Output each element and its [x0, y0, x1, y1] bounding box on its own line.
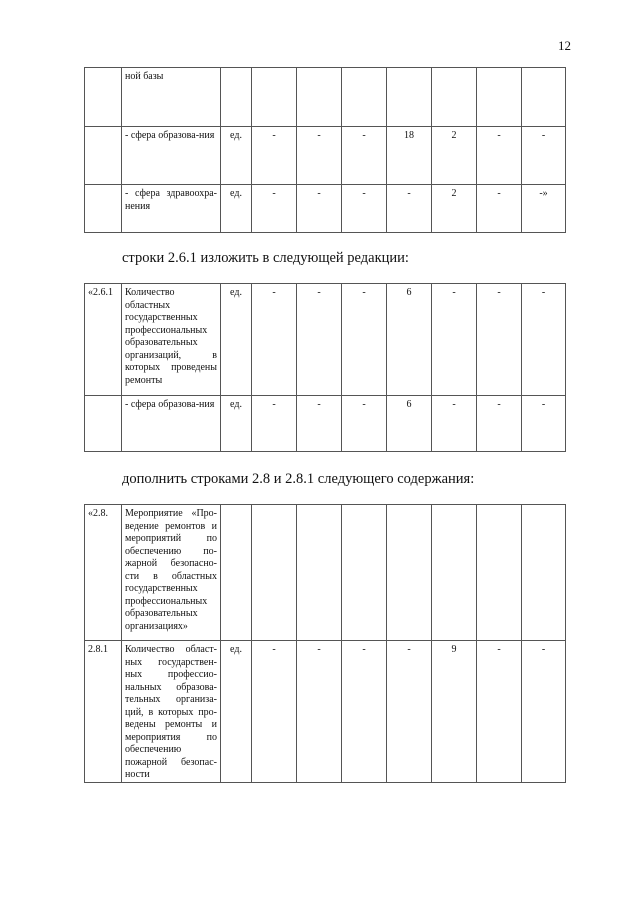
table-rows-2-8 — [84, 504, 566, 783]
indicator-name-cell: Мероприятие «Про-ведение ремонтов и мероприятий по обеспечению по-жарной безопасно-сти в областных государственных профессиональных образовательных организациях» — [122, 505, 221, 641]
value-cell — [252, 68, 297, 127]
value-cell: - — [522, 127, 566, 185]
row-number-cell — [85, 127, 122, 185]
indicator-name-cell: - сфера образова-ния — [122, 396, 221, 452]
value-cell: - — [342, 396, 387, 452]
value-cell: - — [252, 396, 297, 452]
value-cell: 6 — [387, 396, 432, 452]
value-cell: - — [522, 641, 566, 783]
table-row — [85, 68, 566, 127]
table-row-2-6-1 — [84, 283, 566, 452]
unit-cell: ед. — [221, 185, 252, 233]
row-number-cell: «2.6.1 — [85, 284, 122, 396]
row-number-cell — [85, 396, 122, 452]
value-cell — [432, 68, 477, 127]
table-row — [85, 185, 566, 233]
unit-cell: ед. — [221, 396, 252, 452]
unit-cell — [221, 68, 252, 127]
value-cell — [477, 68, 522, 127]
value-cell: - — [522, 284, 566, 396]
unit-cell: ед. — [221, 641, 252, 783]
page-number: 12 — [558, 38, 571, 53]
value-cell: 2 — [432, 127, 477, 185]
table-body — [85, 284, 566, 452]
indicator-name-cell: Количество област-ных государствен-ных профессио-нальных образова-тельных организа-ций, в которых про-ведены ремонты и мероприятия по обеспечению пожарной безопас-ности — [122, 641, 221, 783]
value-cell: - — [522, 396, 566, 452]
value-cell: - — [297, 396, 342, 452]
value-cell: - — [477, 185, 522, 233]
value-cell: - — [432, 396, 477, 452]
value-cell: - — [252, 641, 297, 783]
value-cell: 2 — [432, 185, 477, 233]
value-cell: - — [477, 396, 522, 452]
value-cell: - — [252, 127, 297, 185]
table-continuation — [84, 67, 566, 233]
value-cell: - — [477, 284, 522, 396]
table-row — [85, 284, 566, 396]
value-cell: -» — [522, 185, 566, 233]
row-number-cell — [85, 68, 122, 127]
row-number-cell: 2.8.1 — [85, 641, 122, 783]
table-row — [85, 127, 566, 185]
table-row — [85, 641, 566, 783]
table-row — [85, 505, 566, 641]
value-cell — [432, 505, 477, 641]
value-cell: - — [342, 185, 387, 233]
amendment-paragraph-2: дополнить строками 2.8 и 2.8.1 следующего содержания: — [122, 471, 475, 487]
value-cell: - — [297, 641, 342, 783]
indicator-name-cell: ной базы — [122, 68, 221, 127]
row-number-cell: «2.8. — [85, 505, 122, 641]
unit-cell: ед. — [221, 284, 252, 396]
value-cell: - — [477, 641, 522, 783]
value-cell: - — [387, 641, 432, 783]
value-cell — [522, 68, 566, 127]
table-body — [85, 505, 566, 783]
value-cell — [297, 505, 342, 641]
value-cell — [477, 505, 522, 641]
value-cell: - — [432, 284, 477, 396]
indicator-name-cell: - сфера здравоохра-нения — [122, 185, 221, 233]
value-cell: - — [342, 127, 387, 185]
unit-cell: ед. — [221, 127, 252, 185]
value-cell — [342, 505, 387, 641]
value-cell: - — [252, 185, 297, 233]
value-cell: 9 — [432, 641, 477, 783]
table-body — [85, 68, 566, 233]
value-cell: - — [342, 641, 387, 783]
value-cell: - — [342, 284, 387, 396]
indicator-name-cell: - сфера образова-ния — [122, 127, 221, 185]
value-cell: - — [387, 185, 432, 233]
value-cell — [387, 68, 432, 127]
value-cell — [342, 68, 387, 127]
value-cell: - — [297, 185, 342, 233]
table-row — [85, 396, 566, 452]
value-cell: - — [297, 127, 342, 185]
value-cell — [297, 68, 342, 127]
value-cell — [522, 505, 566, 641]
value-cell — [252, 505, 297, 641]
value-cell: - — [297, 284, 342, 396]
value-cell — [387, 505, 432, 641]
indicator-name-cell: Количество областных государственных профессиональных образовательных организаций, в которых проведены ремонты — [122, 284, 221, 396]
value-cell: - — [477, 127, 522, 185]
row-number-cell — [85, 185, 122, 233]
amendment-paragraph-1: строки 2.6.1 изложить в следующей редакции: — [122, 250, 409, 266]
unit-cell — [221, 505, 252, 641]
value-cell: 6 — [387, 284, 432, 396]
value-cell: - — [252, 284, 297, 396]
value-cell: 18 — [387, 127, 432, 185]
